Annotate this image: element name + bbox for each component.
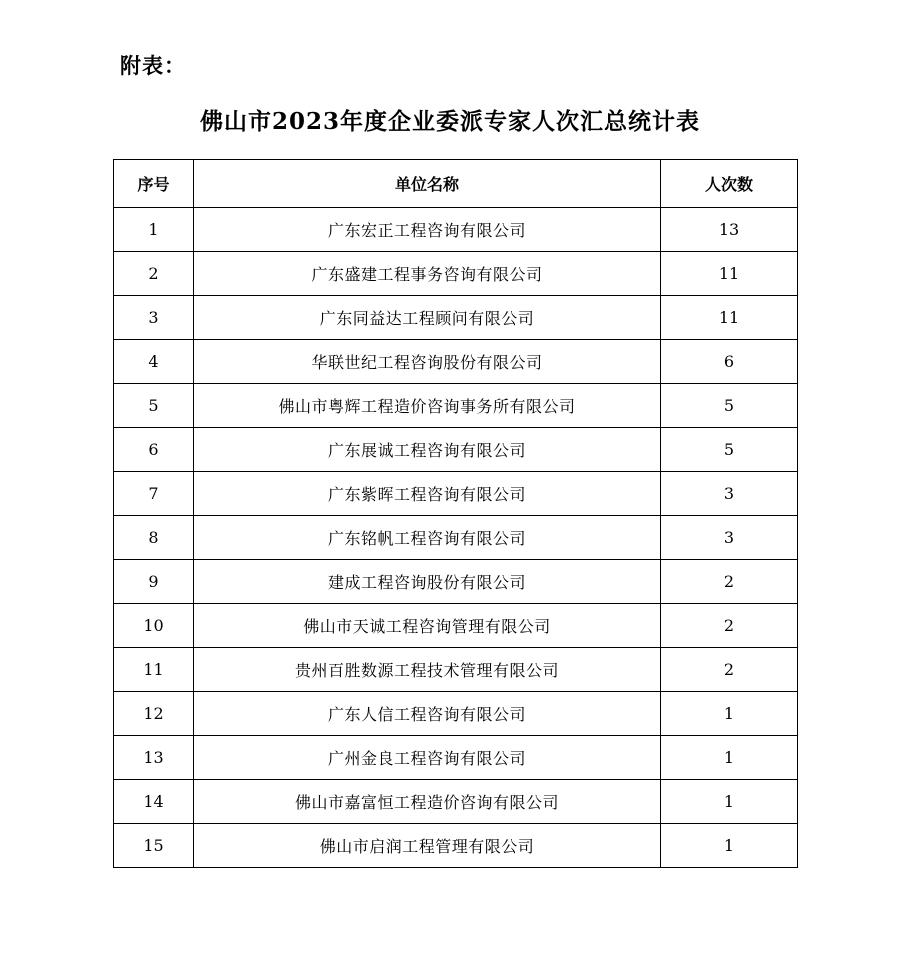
- row-serial-number: 7: [114, 472, 194, 516]
- row-serial-number: 4: [114, 340, 194, 384]
- document-title: 佛山市2023年度企业委派专家人次汇总统计表: [199, 108, 700, 135]
- table-row: [114, 560, 798, 604]
- row-person-count: 3: [661, 516, 798, 560]
- table-row: [114, 296, 798, 340]
- row-serial-number: 13: [114, 736, 194, 780]
- row-person-count: 3: [661, 472, 798, 516]
- row-serial-number: 15: [114, 824, 194, 868]
- row-serial-number: 1: [114, 208, 194, 252]
- row-person-count: 11: [661, 252, 798, 296]
- row-person-count: 11: [661, 296, 798, 340]
- header-company-name: 单位名称: [194, 160, 661, 208]
- table-header-row: [114, 160, 798, 208]
- row-person-count: 5: [661, 384, 798, 428]
- row-company-name: 广东铭帆工程咨询有限公司: [194, 516, 661, 560]
- table-row: [114, 604, 798, 648]
- row-company-name: 佛山市粤辉工程造价咨询事务所有限公司: [194, 384, 661, 428]
- statistics-table: [113, 159, 798, 868]
- row-person-count: 1: [661, 780, 798, 824]
- row-company-name: 佛山市天诚工程咨询管理有限公司: [194, 604, 661, 648]
- header-person-count: 人次数: [661, 160, 798, 208]
- row-person-count: 13: [661, 208, 798, 252]
- table-row: [114, 384, 798, 428]
- row-serial-number: 3: [114, 296, 194, 340]
- row-company-name: 广东人信工程咨询有限公司: [194, 692, 661, 736]
- row-serial-number: 10: [114, 604, 194, 648]
- row-company-name: 佛山市嘉富恒工程造价咨询有限公司: [194, 780, 661, 824]
- row-company-name: 广东宏正工程咨询有限公司: [194, 208, 661, 252]
- row-company-name: 广州金良工程咨询有限公司: [194, 736, 661, 780]
- row-person-count: 2: [661, 648, 798, 692]
- table-row: [114, 736, 798, 780]
- table-row: [114, 472, 798, 516]
- row-serial-number: 12: [114, 692, 194, 736]
- table-row: [114, 208, 798, 252]
- table-row: [114, 516, 798, 560]
- row-company-name: 华联世纪工程咨询股份有限公司: [194, 340, 661, 384]
- row-serial-number: 14: [114, 780, 194, 824]
- table-row: [114, 824, 798, 868]
- row-company-name: 广东展诚工程咨询有限公司: [194, 428, 661, 472]
- row-person-count: 5: [661, 428, 798, 472]
- row-person-count: 2: [661, 604, 798, 648]
- row-serial-number: 2: [114, 252, 194, 296]
- row-company-name: 佛山市启润工程管理有限公司: [194, 824, 661, 868]
- row-company-name: 广东盛建工程事务咨询有限公司: [194, 252, 661, 296]
- row-person-count: 1: [661, 692, 798, 736]
- header-serial-number: 序号: [114, 160, 194, 208]
- row-person-count: 1: [661, 736, 798, 780]
- row-serial-number: 11: [114, 648, 194, 692]
- row-serial-number: 5: [114, 384, 194, 428]
- row-person-count: 6: [661, 340, 798, 384]
- table-row: [114, 340, 798, 384]
- row-company-name: 建成工程咨询股份有限公司: [194, 560, 661, 604]
- row-person-count: 1: [661, 824, 798, 868]
- row-company-name: 广东同益达工程顾问有限公司: [194, 296, 661, 340]
- table-row: [114, 648, 798, 692]
- row-serial-number: 6: [114, 428, 194, 472]
- row-serial-number: 9: [114, 560, 194, 604]
- table-row: [114, 252, 798, 296]
- row-person-count: 2: [661, 560, 798, 604]
- table-row: [114, 780, 798, 824]
- row-company-name: 广东紫晖工程咨询有限公司: [194, 472, 661, 516]
- appendix-label: 附表：: [120, 54, 186, 78]
- row-serial-number: 8: [114, 516, 194, 560]
- table-row: [114, 692, 798, 736]
- row-company-name: 贵州百胜数源工程技术管理有限公司: [194, 648, 661, 692]
- table-row: [114, 428, 798, 472]
